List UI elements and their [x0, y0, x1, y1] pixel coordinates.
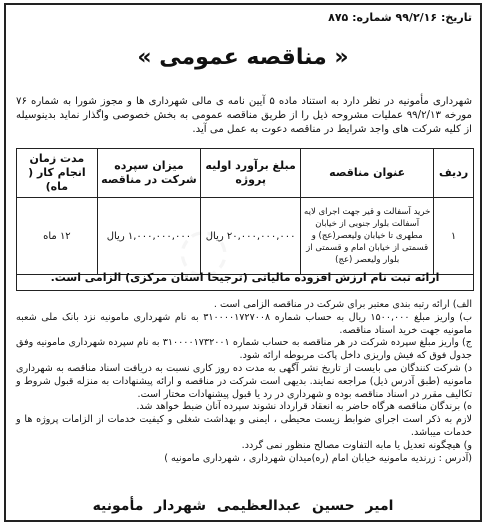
tender-table — [16, 148, 474, 275]
condition-item: د) شرکت کنندگان می بایست از تاریخ نشر آگهی به مدت ده روز کاری نسبت به دریافت اسناد مناقصه به شهرداری مامونیه (طبق آدرس ذیل) مراجعه نمایند. بدیهی است شرکت در مناقصه و ارائه پیشنهادات به منزله قبول شروط و تکالیف مقرر در اسناد مناقصه بوده و شهرداری در رد یا قبول پیشنهادات مختار است. — [16, 362, 472, 400]
condition-item: ه) برندگان مناقصه هرگاه حاضر به انعقاد قرارداد نشوند سپرده آنان ضبط خواهد شد. — [136, 401, 472, 413]
header-estimated-price: مبلغ برآورد اولیه پروژه — [201, 149, 301, 198]
vat-note: ارائه ثبت نام ارزش افزوده مالیاتی (ترجیحا استان مرکزی) الزامی است. — [16, 267, 474, 291]
header-tender-title: عنوان مناقصه — [301, 149, 434, 198]
header-duration: مدت زمان انجام کار ( ماه) — [17, 149, 98, 198]
tender-notice — [4, 3, 482, 522]
signature: امیر حسین عبدالعظیمی شهردار مأمونیه — [92, 498, 394, 514]
cell-bond-amount: ۱,۰۰۰,۰۰۰,۰۰۰ ریال — [97, 198, 200, 275]
header-row-number: ردیف — [434, 149, 474, 198]
table-row — [17, 198, 474, 275]
conditions-list — [16, 299, 472, 465]
condition-item: ب) واریز مبلغ ۱۵۰۰,۰۰۰ ریال به حساب شماره ۳۱۰۰۰۰۱۷۲۷۰۰۸ به نام شهرداری مامونیه نزد بانک ملی شعبه مامونیه جهت خرید اسناد مناقصه. — [16, 311, 472, 336]
date-number: تاریخ: ۹۹/۲/۱۶ شماره: ۸۷۵ — [328, 11, 472, 24]
condition-item: لازم به ذکر است اجرای ضوابط زیست محیطی ، ایمنی و بهداشت شغلی و کیفیت خدمات از الزامات پروژه ها و خدمات میباشد. — [16, 414, 472, 438]
intro-paragraph: شهرداری مأمونیه در نظر دارد به استناد ماده ۵ آیین نامه ی مالی شهرداری ها و مجوز شورا به شماره ۷۶ مورخه ۹۹/۲/۱۳ عملیات مشروحه ذیل را از طریق مناقصه عمومی به بخش خصوصی واگذار نماید بدینوسیله از کلیه شرکت های واجد شرایط در مناقصه دعوت به عمل می آید. — [16, 96, 473, 135]
cell-tender-title: خرید آسفالت و قیر جهت اجرای لایه آسفالت بلوار جنوبی از خیابان مطهری تا خیابان ولیعصر(عج) و قسمتی از خیابان امام و قسمتی از بلوار ولیعصر (عج) — [301, 198, 434, 275]
address-line: (آدرس : زرندیه مامونیه خیابان امام (ره)میدان شهرداری ، شهرداری مامونیه ) — [164, 452, 472, 464]
cell-duration: ۱۲ ماه — [17, 198, 98, 275]
header-bond-amount: میزان سپرده شرکت در مناقصه — [97, 149, 200, 198]
condition-item: الف) ارائه رتبه بندی معتبر برای شرکت در مناقصه الزامی است . — [213, 299, 472, 310]
condition-item: و) هیچگونه تعدیل یا مابه التفاوت مصالح منظور نمی گردد. — [241, 439, 472, 451]
notice-title: « مناقصه عمومی » — [137, 45, 349, 70]
table-header-row — [17, 149, 474, 198]
cell-estimated-price: ۲۰,۰۰۰,۰۰۰,۰۰۰ ریال — [201, 198, 301, 275]
condition-item: ج) واریز مبلغ سپرده شرکت در هر مناقصه به حساب شماره ۳۱۰۰۰۰۱۷۳۲۰۰۱ به نام سپرده شهرداری مامونیه وفق جدول فوق که فیش واریزی داخل پاکت مربوطه ارائه شود. — [16, 337, 472, 362]
cell-row-number: ۱ — [434, 198, 474, 275]
